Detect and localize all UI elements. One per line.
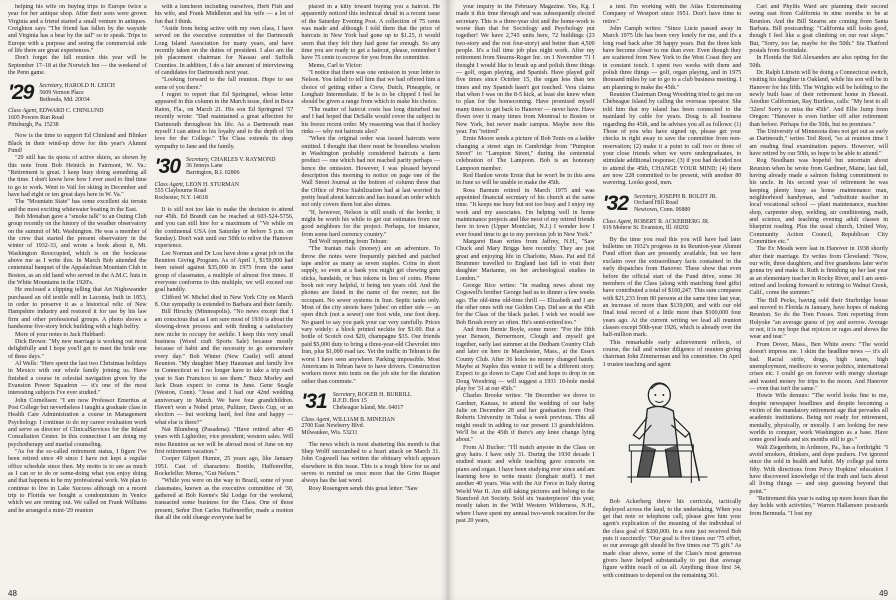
paragraph: Lee Norman and Dr Lou have done a great job on the Reunion Giving Program. As of April 1, $159,000 had been raised against $35,000 in 1975 from the same group of classmates, a multiple of almost five times. If everyone conforms to this multiple, we will exceed our goal handily. xyxy=(154,250,294,294)
paragraph: It is still not too late to make the decision to attend our 45th. Ed Brandt can be reached at 603-524-5756, and you can still hire for a maximum of "Ve while on the continental USA (on Saturday or before 5 p.m. on Sunday). Don't wait until our 50th to relive the Hanover experience. xyxy=(154,206,294,250)
paragraph: "While you were on the way to Brazil, some of your classmates, known as the executive committee of '30, gathered at Bob Keene's Ski Lodge for the weekend, transacted some business for the Class. One of those present, Señor Don Carlos Haffenreffer, made a motion that all the odd change everyone had be xyxy=(154,478,294,522)
agent-name: EDWARD C. CHINLUND xyxy=(39,108,104,115)
paragraph: Dick Brown: "My new marriage is working out most delightfully and I hope you'll get to meet the bride one of these days." xyxy=(8,338,147,360)
agent-label: Class Agent, xyxy=(301,416,332,423)
paragraph: George Rice writes: "In reading news about my Cogswell's brother George had us to dinner a few weeks ago. The old-time old-time thrill — Elizabeth and I are the other ones with our Golden Cup. Did see at the 45th for the Class of the black jacket. I wish we would see Bob Brush every so often. He's semi-retired too." xyxy=(456,283,595,326)
paragraph: Ted Wolf reporting from Tehran: xyxy=(308,239,389,245)
agent-info xyxy=(8,108,147,128)
paragraph: "29 still has its quota of active skiers, as shown by this note from Bob Heinick in Fairmont, W. Va.: "Retirement is great. I keep busy doing something all the time. I don't know how how I ever used to find time to go to work. Went to Vail for skiing in December and have had eight or ten great days here in W. Va." xyxy=(8,155,147,198)
paragraph: John Camph writes: "Since Lucie passed away in March 1975 life has been very lonely for me, and it's a long road back after 38 happy years. But the three kids have become closer to me than ever. Even though they are scattered from New York to the West Coast they are in constant touch. I spent two weeks with them and polish three things — golf, organ playing, and in 1975 thousand miles by car to go to a club business meeting. I am planning to make the 45th." xyxy=(602,26,742,91)
secretary-name: CHARLES V. RAYMOND xyxy=(211,156,276,163)
paragraph: Carl and Phyllis Ward are planning their second swing east from California in nine months to be at Reunion. And the Bill Stearns are coming from Santa Barbara. Bill postcarding: "California still looks good, though I feel like a goat climbing on our rear slope." But, "Sorry, too far, maybe for the 50th." Stu Thatford postals from Scottsdale. xyxy=(749,4,889,55)
address-line: 555 Claybourne Road xyxy=(154,188,207,195)
paragraph: From Dover, Mass., Ben White avers: "The world doesn't impress me. I skim the headline news — it's all bad. Racial strife, drugs, high taxes, high unemployment, mediocre to worse politics, international crises etc. I could go on forever with energy shortage and wasted money for trips to the moon. And Hanover — even that isn't the same." xyxy=(749,341,889,392)
paragraph: From Al Bucher: "I'll match anyone in the Class on gray hairs. I have only 31. During the 1930 decade I studied music and while teaching gave concerts on piano and organ. I have been studying ever since and am learning how to write music (longhair stuff). I met another 40 years. Was with the Air Force in Italy during World War II. Am still taking pictures and belong to the Stamford Art Society. Sold six 'masterpieces' this year, mostly taken in the Wild Western Wilderness, N.H., where I have spent my annual two-week vacation for the past 20 years, xyxy=(456,444,595,525)
paragraph: Reunion Chairman Doug Woodring tried to get me on Chebeague Island by calling the overseas operator. She told him that my island has been connected to the mainland by cable for years. Doug is all business regarding the 45th, and he advises you all as follows: (1) Those of you who have signed up, please get your checks in right away to save the committee from non-reservation; (2) make it a point to call two or three of your close friends when we were undergraduates, to stimulate additional response; (3) if you had decided not to attend the 45th, CHANGE YOUR MIND; (4) there are now 228 committed to be present, with another 80 wavering. Looks good, men. xyxy=(602,92,742,187)
paragraph: By the time you read this you will have had later bulletins on 1932's progress in its Reunion-year Alumni Fund effort than are presently available, but we here exclaim over the extraordinary facts contained in the early dispatches from Hanover. These show that even before the official start of the Fund drive, some 36 members of the Class (along with matching fund gifts) have contributed a total of $160,247. This sum compares with $21,233 from 80 persons at the same time last year, an increase of more than $139,000, and with our old final total record of a little more than $100,000 four years ago. At the current writing we lead all reunion classes except 50th-year 1926, which is already over the half-million mark. xyxy=(602,236,742,339)
paragraph: Don't forget the fall reunion this year will be September 17–18 at the Norwich Inn — the weekend of the Penn game. xyxy=(8,55,147,77)
cartoon-illustration xyxy=(603,373,742,493)
paragraph: The "Mountain State" has some excellent ski terrain and the most exciting whitewater boating in the East. xyxy=(8,199,147,213)
address-line: 2700 East Newberry Blvd. xyxy=(301,423,365,430)
agent-label: Class Agent, xyxy=(602,218,633,225)
address-line: R.F.D. Box 15 xyxy=(332,398,367,405)
paragraph: "When the original order was issued haircuts were omitted. I thought that there must be boundless wisdom in Washington probably considered haircuts a farm product — one which had not reached parity perhaps — hence the omission. However, I was pleased beyond description this morning to notice on page one of the Wall Street Journal at the bottom of column three that the Office of Price Stabilization had at last worried its pretty head about haircuts and has issued an order which not only covers them but also shines. xyxy=(301,136,441,209)
paragraph: Clifford W. Michel died in New York City on March 8. Our sympathy is extended to Barbara and their family. xyxy=(154,294,294,309)
paragraph: Red Hanlon wrote Ernie that he won't be in this area in June so will be unable to make the 45th. xyxy=(456,172,595,187)
paragraph: with a luncheon including ourselves, Herb Fish and his wife, and Frank Middleton and his wife — a lot of fun that I think. xyxy=(154,4,294,25)
left-column-2 xyxy=(155,4,294,586)
paragraph: "If, however, Nelson is still south of the border, it might be worth his while to get out estimates from our good neighbors for the project. Perhaps, for instance, from some hard currency country." xyxy=(301,209,441,238)
right-column-3 xyxy=(749,4,888,586)
paragraph: "I notice that there was one omission in your letter to Nelson. You failed to tell him that we had offered him a choice of getting either a Crew, Dutch, Pineapple, or Longhair Intermediate. If he is to be clipped I feel he should be given a range from which to make his choice. xyxy=(301,70,441,106)
class-header-32 xyxy=(602,191,742,215)
secretary-name: JOSEPH B. BOLDT JR. xyxy=(659,193,718,200)
class-number: '32 xyxy=(602,191,629,215)
address-line: Rochester, N.Y. 14618 xyxy=(154,195,208,202)
paragraph: More of your notes to Jack Hubbard: xyxy=(15,331,106,338)
paragraph: your inquiry in the February Magazine. Yes, Kg. I made it this time through and was subsequently elected secretary. This is a three-year slot and the home-work is worse than that for Sociology and Psychology put together! We have 2,745 units here, 72 buildings (23 two-story and the rest four-story) and better than 4,500 people. It's a full time job plus night work. After my retirement from Stearns-Roger Inc. on 1 November '71 I thought I would like to brush up and polish three things — golf, organ playing, and Spanish. Have played golf five times since October 15, the organ less than ten times and my Spanish hasn't got touched. Vera claims that when I was on the 8-5 kick, at least she knew when to plan for the homecoming. Have promised myself many times to get back to Hanover — never have. Have flown over it many times from Montreal to Boston or New York, but never made campus. Maybe now this year. I'm "retired" xyxy=(456,4,595,135)
address-line: Barrington, R.I. 02806 xyxy=(186,170,240,177)
page-number: 48 xyxy=(8,589,17,598)
paragraph: Nat Blumberg (Pasadena). "Have retired after 45 years with Lightolier, vice president; western sales. Will miss Reunion as we will be abroad most of June on my first retirement vacation." xyxy=(154,426,294,455)
agent-label: Class Agent, xyxy=(8,108,38,115)
paragraph: Now is the time to support Ed Chinlund and Blinker Black in their wind-up drive for this year's Alumni Fund! xyxy=(8,133,147,154)
secretary-name: ROGER H. BURRILL xyxy=(357,391,412,398)
paragraph: John Cornelisen: "I am now Professor Emeritus at Post College but nevertheless I taught a graduate class in Health Care Administration a course in Management Psychology. I continue to do my career evaluation work and serve as director of ClinicalServices for the Inland Consultation Center. In this connection I am doing my psychotherapy and marital counseling. xyxy=(8,397,147,448)
paragraph: Dr. Ralph Littwin will be doing a Connecticut switch, visiting his daughter in Oakland, while his son will be in Hanover for his fifth. The Wrights will be holding to the newly built base of their retirement home in Hawaii. Another Californian, Ray Burtless, calls: "My best to all '32ers! Sorry to miss the 45th". And Ellie Jump from Oregon: "Hanover is even further off after retirement than before. Perhaps for the 50th, but no promises." xyxy=(749,70,889,128)
secretary-label: Secretary, xyxy=(332,391,357,398)
address-line: Bethesda, Md. 20034 xyxy=(39,96,90,103)
paragraph: Rog Needham was hopeful but uncertain about Reunion when he wrote from Gardiner, Maine, last fall, having already made a salmon fishing commitment to his uncle. In his second year of retirement he was keeping plenty busy as home maintenance man, neighborhood handyman, and "substitute teacher in local vocational school — plant maintenance, machine shop, carpenter shop, welding, air conditioning, math, and science, and teaching evening adult classes in blueprint reading. Plus the usual church, United Way, Community Action Council, Republican City Committee etc." xyxy=(749,158,889,245)
paragraph: "The Iranian rials (money) are an adventure. To throw the notes were frequently patched and patched tape and/or as many as seven staples. Coins in short supply, so even at a bank you might get chewing gum sticks, bandaids, or bus tokens in lieu of coins. Phone book not very helpful, it being ten years old. And the phones are listed in the name of the owner, not the occupant. No sewer systems in Iran. Septic tanks only. Most of the city streets have 'jubes' on either side — an open ditch (not a sewer) one foot wide, one foot deep. No guard to say you park your car very carefully. Prices vary widely: a block printed necktie for $1.00. But a bottle of Scotch cost $20, champagne $35. Our friends paid $5,000 duty to bring a three-year-old Chevrolet into Iran, plus $1,000 road tax. Yet the traffic in Tehran is the worst I have seen anywhere. Parking impossible. Most Americans in Tehran have to have drivers. Construction workers move into tents on the job site for the duration rather than commute." xyxy=(301,246,441,385)
paragraph: "Looking forward to the fall reunion. Hope to see some of you there." xyxy=(154,77,294,91)
agent-name: WILLIAM B. MINEHAN xyxy=(332,416,395,423)
class-header-30 xyxy=(154,154,294,178)
class-number: '30 xyxy=(154,154,181,178)
left-column-1 xyxy=(8,4,147,586)
paragraph: Howie Wile demurs: "The world looks fine to me, despite newspaper headlines and despite becoming a victim of the mandatory retirement age that pervades all academic institutions. Being not ready for retirement, mentally, physically, or morally. I am looking for new worlds to conquer, work Washington as a base. Have some good leads and six months still to go." xyxy=(749,393,889,444)
paragraph: Rosy Rosengren sends this great letter: "Saw xyxy=(308,485,418,492)
right-column-1 xyxy=(456,4,595,586)
secretary-info xyxy=(39,83,115,103)
secretary-label: Secretary, xyxy=(634,193,658,200)
paragraph: Walt Ziegenhein, in Ardmore, Pa., has a forthright: "I avoid smokers, drinkers, and dope pushers. I've ignored since the sold in health and habit. My college pal turns fifty. With directions from Percy Hopkins' education I have discovered knowledge of the truth and facts about all living things — and stop guessing beyond that point." xyxy=(749,444,889,495)
paragraph: Memo, Carl to Victor: xyxy=(308,62,363,69)
paragraph: "As for the so-called retirement status, I figure I've been retired since 49 since I have not kept a regular office schedule since then. My motto is to see as much as I can or to do or some-doing what you enjoy doing and that happens to be my professional work. We plan to continue to live in Lake Success although on a recent trip to Florida we bought a condominium in Venice which we are renting out. We called on Frank Williams and he arranged a mini-'29 reunion xyxy=(8,449,147,514)
agent-name: ROBERT R. ACKERBERG JR. xyxy=(633,218,710,225)
secretary-label: Secretary, xyxy=(186,156,210,163)
paragraph: Ernie Moore sends a picture of Bob Tonis on a ladder changing a street sign in Cambridge from "Pumpton Street" to "Lampton Street," during the centennial celebration of The Lampoon. Bob is an honorary Lampoon member. xyxy=(456,136,595,172)
address-line: 919 Monroe St. Evanston, Ill. 60202 xyxy=(602,225,689,232)
address-line: Milwaukee, Wis. 53211 xyxy=(301,430,358,437)
left-column-3 xyxy=(301,4,440,586)
paragraph: helping his wife on buying trips to Europe twice a year for her antique shop. After their sons were grown Virginia and a friend started a small venture in antiques. Creighton says "The friend has fallen by the wayside and Virginia has a bear by the tail" so to speak. Trips to Europe with a purpose and seeing the commercial side of life there are great experiences." xyxy=(8,4,147,55)
agent-label: Class Agent, xyxy=(154,181,185,188)
paragraph: He enclosed a clipping telling that Art Nighswander purchased an old textile mill in Laconia, built in 1853, in order to preserve it as a historical relic of New Hampshire industry and restored it for use by his law firm and other professional groups. A photo shows a handsome five-story brick building with a high belfry. xyxy=(8,287,147,331)
secretary-name: HAROLD H. LEICH xyxy=(64,83,115,90)
paragraph: Charles Brooke writes: "In December we drove to Gardner, Kansas, to attend the wedding of our baby Julie on December 28 and her graduation from Oral Roberts University in Tulsa a week previous. This all might result in adding to our present 13 grandchildren. We'll be at the 45th if there's any knee change lying about." xyxy=(456,393,595,444)
paragraph: Margaret Bean writes from Jaffrey, N.H., "Saw Chuck and Mary Briggs here recently. They are just great and enjoying life in Charlotte, Mass. Pat and Ed Brummer travelled to England last fall to visit their daughter Marianne, on her archeological studies in London." xyxy=(456,239,595,282)
paragraph: "The matter of haircut costs has long disturbed me and I had hoped that DeSalle would cover the subject in his freeze recent order. My reasoning was that if hockey rinks — why not haircuts also? xyxy=(301,106,441,135)
paragraph: This remarkable early achievement reflects, of course, the fall and winter diligence of reunion giving chairman John Zimmerman and his committee. On April 1 trustee teaching and agent xyxy=(602,339,742,368)
class-number: '29 xyxy=(8,81,34,105)
secretary-label: Secretary, xyxy=(39,83,63,90)
class-number: '31 xyxy=(301,389,327,413)
paragraph: a tent. I'm working with the Atlas Exterminating Company of Westport since 1951. Don't have time to retire." xyxy=(602,4,742,25)
paragraph: The Bill Pecks, having sold their Sturbridge house and moved to Florida in January, have hopes of making Reunion. So do the Tom Fosses. Tom reporting from Holyoke "an average guess of joy and sorrow. Average or not, it is my hope that rejoices or rages and shows the wear and tear." xyxy=(749,297,889,341)
paragraph: In Florida the Sid Alexanders are also opting for the 50th. xyxy=(749,55,889,69)
address-line: 5609 Vernon Place xyxy=(39,90,84,97)
paragraph: The Ev Meads were last in Hanover in 1938 shortly after their marriage. Ev writes from Cleveland: "Now, our wife, three daughters, and five grandsons later we're gonna try and make it. Ruth is finishing up her last year as an elementary teacher in Rocky River, and I am semi-retired and looking forward to retiring to Walnut Creek, Calif., come the summer." xyxy=(749,246,889,297)
agent-info xyxy=(603,219,742,232)
address-line: 36 Jennys Lane xyxy=(186,163,223,170)
secretary-info xyxy=(634,194,717,214)
paragraph: Al Wells: "Here spent the last two Christmas holidays in Mexico with our whole family joining us. Have finished a course in celestial navigation given by the Evanston Power Squadron — it's one of the most interesting subjects I've ever studied." xyxy=(8,360,147,397)
paragraph: The news which is most shattering this month is that Shep Wolff succumbed to a heart attack on March 31. John Cogswell has written the obituary which appears elsewhere in this issue. This is a tough blow for us and serves to remind us once more that the Grim Reaper always has the last word. xyxy=(301,441,441,485)
paragraph: The University of Minnesota does not get out as early as Dartmouth," writes Ted Reed, "so at reunion time I am reading final examination papers. However, will have retired by our 50th, so hope to be able to attend." xyxy=(749,128,889,157)
agent-info xyxy=(155,182,294,202)
agent-info xyxy=(301,417,440,437)
paragraph: Bob Monahan gave a "smoke talk" to an Outing Club group recently on the history of the weather observatory on the summit of Mt. Washington. He was a member of the crew that started the present observatory in the winter of 1932-33, and wrote a book about it, Mt. Washington Reoccupied, which is on the bookcase above me as I write this. In March Bob attended the centennial banquet of the Appalachian Mountain Club in Boston, as an old hand who served in the A.M.C. huts in the White Mountains in the 1920's. xyxy=(8,214,147,287)
agent-name: LEON H. STURMAN xyxy=(185,181,240,188)
paragraph: Ross Barnum retired in March 1975 and was appointed financial secretary of his church at the same time. "It keeps me busy but not too busy and I enjoy my work and my associates. I'm helping well in home maintenance projects and like most of my retired friends here in town (Upper Montclair, N.J.) I wonder how I ever found time to go to my previous job in New York." xyxy=(456,187,595,238)
address-line: 1605 Powers Run Road xyxy=(8,115,64,122)
class-header-29 xyxy=(8,83,147,103)
right-page xyxy=(448,0,896,600)
right-column-2 xyxy=(603,4,742,586)
paragraph: "Aside from being active with my own class, I have served on the executive committee of the Dartmouth Long Island Association for many years, and have recently taken on the duties of president. I also am the job placement chairman for Nassau and Suffolk Counties. In addition, I do a fair amount of interviewing of candidates for Dartmouth next year. xyxy=(154,26,294,77)
paragraph: Bob Ackerberg threw his curricula, tactically deployed across the land, to the undertaking. When you get that note or telephone call, please give him your agent's explication of the meaning of the individual of the class goal of $260,000. In a note just received Bob puts it succinctly: "Our goal is five times our '75 effort, so our average gift should be five times our '75 gift." As made clear above, some of the Class's most generous givers have helped substantially to put that average figure within reach of us all. Anything those first 34, with continues to depend on the remaining 361. xyxy=(602,499,742,579)
paragraph: Cooper Gilpert Humor, 25 years ago, like January 1951. Cast of characters: Boettle, Haffenreffer, Rockefeller. Memo, "Gut Nelson." xyxy=(154,456,294,478)
address-line: Newtown, Conn. 06880 xyxy=(634,206,691,213)
paragraph: "Retirement this year is eating up more hours than the day holds with activities," Warren Hallamore postcards from Bermuda. "I lost my xyxy=(749,496,889,517)
secretary-info xyxy=(333,392,412,412)
secretary-info xyxy=(186,157,276,177)
paragraph: I regret to report that Ed Springmel, whose letter appeared in this column in the March issue, died in Boca Raton, Fla., on March 21. His son Ed Springmel '57 recently wrote: "Dad maintained a great affection for Dartmouth throughout his life. As a Dartmouth man myself I can attest to his loyalty and to the depth of his love for the College." The Class extends its deep sympathy to Jane and the family. xyxy=(154,92,294,150)
paragraph: Bill Hirschy (Minneapolis). "No news except that I am conscious that as I am sure most of 1930 is about the slowing-down process and with finding a satisfactory new niche to occupy for awhile. I keep this very small business (Wood craft Sports Sale) because mostly because of habit and the necessity to go somewhere every day." Bob Winter (New Castle) will attend Reunion. "My daughter Mary Hausman and family live in Connecticut so I no longer have to take a trip each year to San Francisco to see them." Buzz Morley and Jack Dean expect to come in June. Gene Seagle (Weston, Conn). "Jesse and I had our 42nd wedding anniversary in March. We have four grandchildren. Haven't won a Nobel prize, Pulitzer, Davis Cup, or an election — but working hard, feel fine and happy — what else is there?" xyxy=(154,309,294,426)
page-number: 49 xyxy=(879,589,888,598)
paragraph: And from Bernie Boyle, some more: "For the fifth year Benson, Bernermore, Clough and myself got together, early last summer at the Dedham Country Club and later on here in Manchester, Mass., at the Essex County Club. After 36 holes no money changed hands. Maybe at Naples this winter it will be a different story. Expect to go down to Cape Cod and hope to drop in on Doug Woodring — will suggest a 1931 18-hole medal play for '31 at our 45th." xyxy=(456,327,595,392)
address-line: Chebeague Island, Me. 04017 xyxy=(332,405,404,412)
class-header-31 xyxy=(301,389,440,413)
address-line: Pittsburgh, Pa. 15238 xyxy=(8,121,59,128)
address-line: Orchard Hill Road xyxy=(634,200,678,207)
paragraph: placed in a kitty toward buying you a haircut. He apparently noticed this technical detail in a recent issue of the Saturday Evening Post. A collection of 75 cents was made and although I told them that the price of haircuts in New York had gone up to $1.25, it would seem that they felt they had gone far enough. So any time you are ready to get a haircut, please, remember I have 75 cents to escrow for you from the committee. xyxy=(301,4,441,62)
